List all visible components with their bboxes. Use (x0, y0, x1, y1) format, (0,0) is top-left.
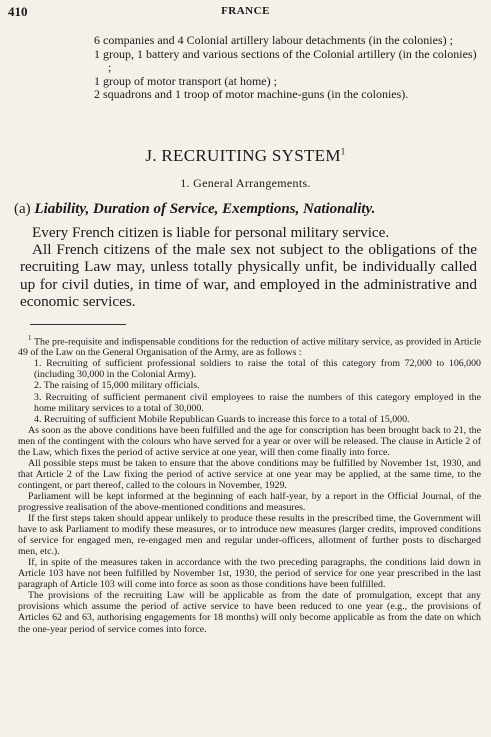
unit-list-item: 1 group of motor transport (at home) ; (94, 73, 277, 88)
footnote-paragraph: Parliament will be kept informed at the beginning of each half-year, by a report in the Official Journal, of the progressive realisation of the above-mentioned conditions and measures. (18, 490, 481, 513)
footnote-paragraph: As soon as the above conditions have been fulfilled and the age for conscription has been brought back to 21, the men of the contingent with the colours who have served for a year or over will be released. The clause in Article 2 of the Law, which fixes the period of active service at one year, will then come finally into force. (18, 424, 481, 458)
subheading-label: (a) (14, 201, 31, 217)
running-title: FRANCE (221, 5, 270, 17)
body-text (20, 224, 477, 310)
footnote (18, 333, 481, 635)
footnote-list-item: 4. Recruiting of sufficient Mobile Republican Guards to increase this force to a total of 15,000. (34, 413, 410, 425)
subheading-text: Liability, Duration of Service, Exemptions, Nationality. (34, 201, 376, 217)
footnote-divider (30, 324, 126, 325)
footnote-list-item: 2. The raising of 15,000 military officials. (34, 380, 200, 392)
unit-list-item: 2 squadrons and 1 troop of motor machine-guns (in the colonies). (94, 87, 409, 102)
footnote-intro-text: The pre-requisite and indispensable conditions for the reduction of active military service, as provided in Article 49 of the Law on the General Organisation of the Army, are as follows : (18, 336, 481, 359)
body-paragraph: All French citizens of the male sex not subject to the obligations of the recruiting Law may, unless totally physically unfit, be individually called up for civil duties, in time of war, and employed in the administrative and economic services. (20, 241, 477, 310)
page-number: 410 (8, 4, 28, 19)
footnote-reference: 1 (340, 146, 346, 157)
section-title-text: J. RECRUITING SYSTEM (145, 146, 341, 165)
unit-list (94, 34, 479, 102)
footnote-paragraph: If, in spite of the measures taken in accordance with the two preceding paragraphs, the conditions laid down in Article 103 have not been fulfilled by November 1st, 1930, the period of service for one year prescribed in the last paragraph of Article 103 will come into force as soon as those conditions have been fulfilled. (18, 557, 481, 591)
body-paragraph: Every French citizen is liable for personal military service. (32, 224, 390, 241)
footnote-paragraph: The provisions of the recruiting Law will be applicable as from the date of promulgation, except that any provisions which assume the period of active service to have been reduced to one year (e.g., the provisions of Articles 62 and 63, authorising engagements for 18 months) will only become applicable as from the date on which the one-year period of service comes into force. (18, 590, 481, 635)
unit-list-item: 1 group, 1 battery and various sections of the Colonial artillery (in the colonies) ; (94, 46, 477, 75)
footnote-list-item: 1. Recruiting of sufficient professional soldiers to raise the total of this category from 72,000 to 106,000 (including 30,000 in the Colonial Army). (34, 358, 481, 381)
footnote-paragraph: All possible steps must be taken to ensure that the above conditions may be fulfilled by November 1st, 1930, and that Article 2 of the Law fixing the period of active service at one year may be applied, at the same time, to the contingent, or part thereof, called to the colours in November, 1929. (18, 457, 481, 491)
subheading (14, 201, 481, 218)
subsection-title: 1. General Arrangements. (180, 176, 311, 190)
footnote-paragraph: If the first steps taken should appear unlikely to produce these results in the prescribed time, the Government will have to ask Parliament to modify these measures, or to introduce new measures (larger credits, improved conditions of service for engaged men, re-engaged men and regular under-officers, allotment of further posts to discharged men, etc.). (18, 513, 481, 558)
unit-list-item: 6 companies and 4 Colonial artillery labour detachments (in the colonies) ; (94, 33, 453, 47)
footnote-list-item: 3. Recruiting of sufficient permanent civil employees to raise the numbers of this category employed in the home military services to a total of 30,000. (34, 391, 481, 414)
section-title (0, 146, 491, 166)
page-header (8, 4, 483, 20)
footnote-mark: 1 (28, 334, 32, 342)
footnote-intro (18, 333, 481, 358)
